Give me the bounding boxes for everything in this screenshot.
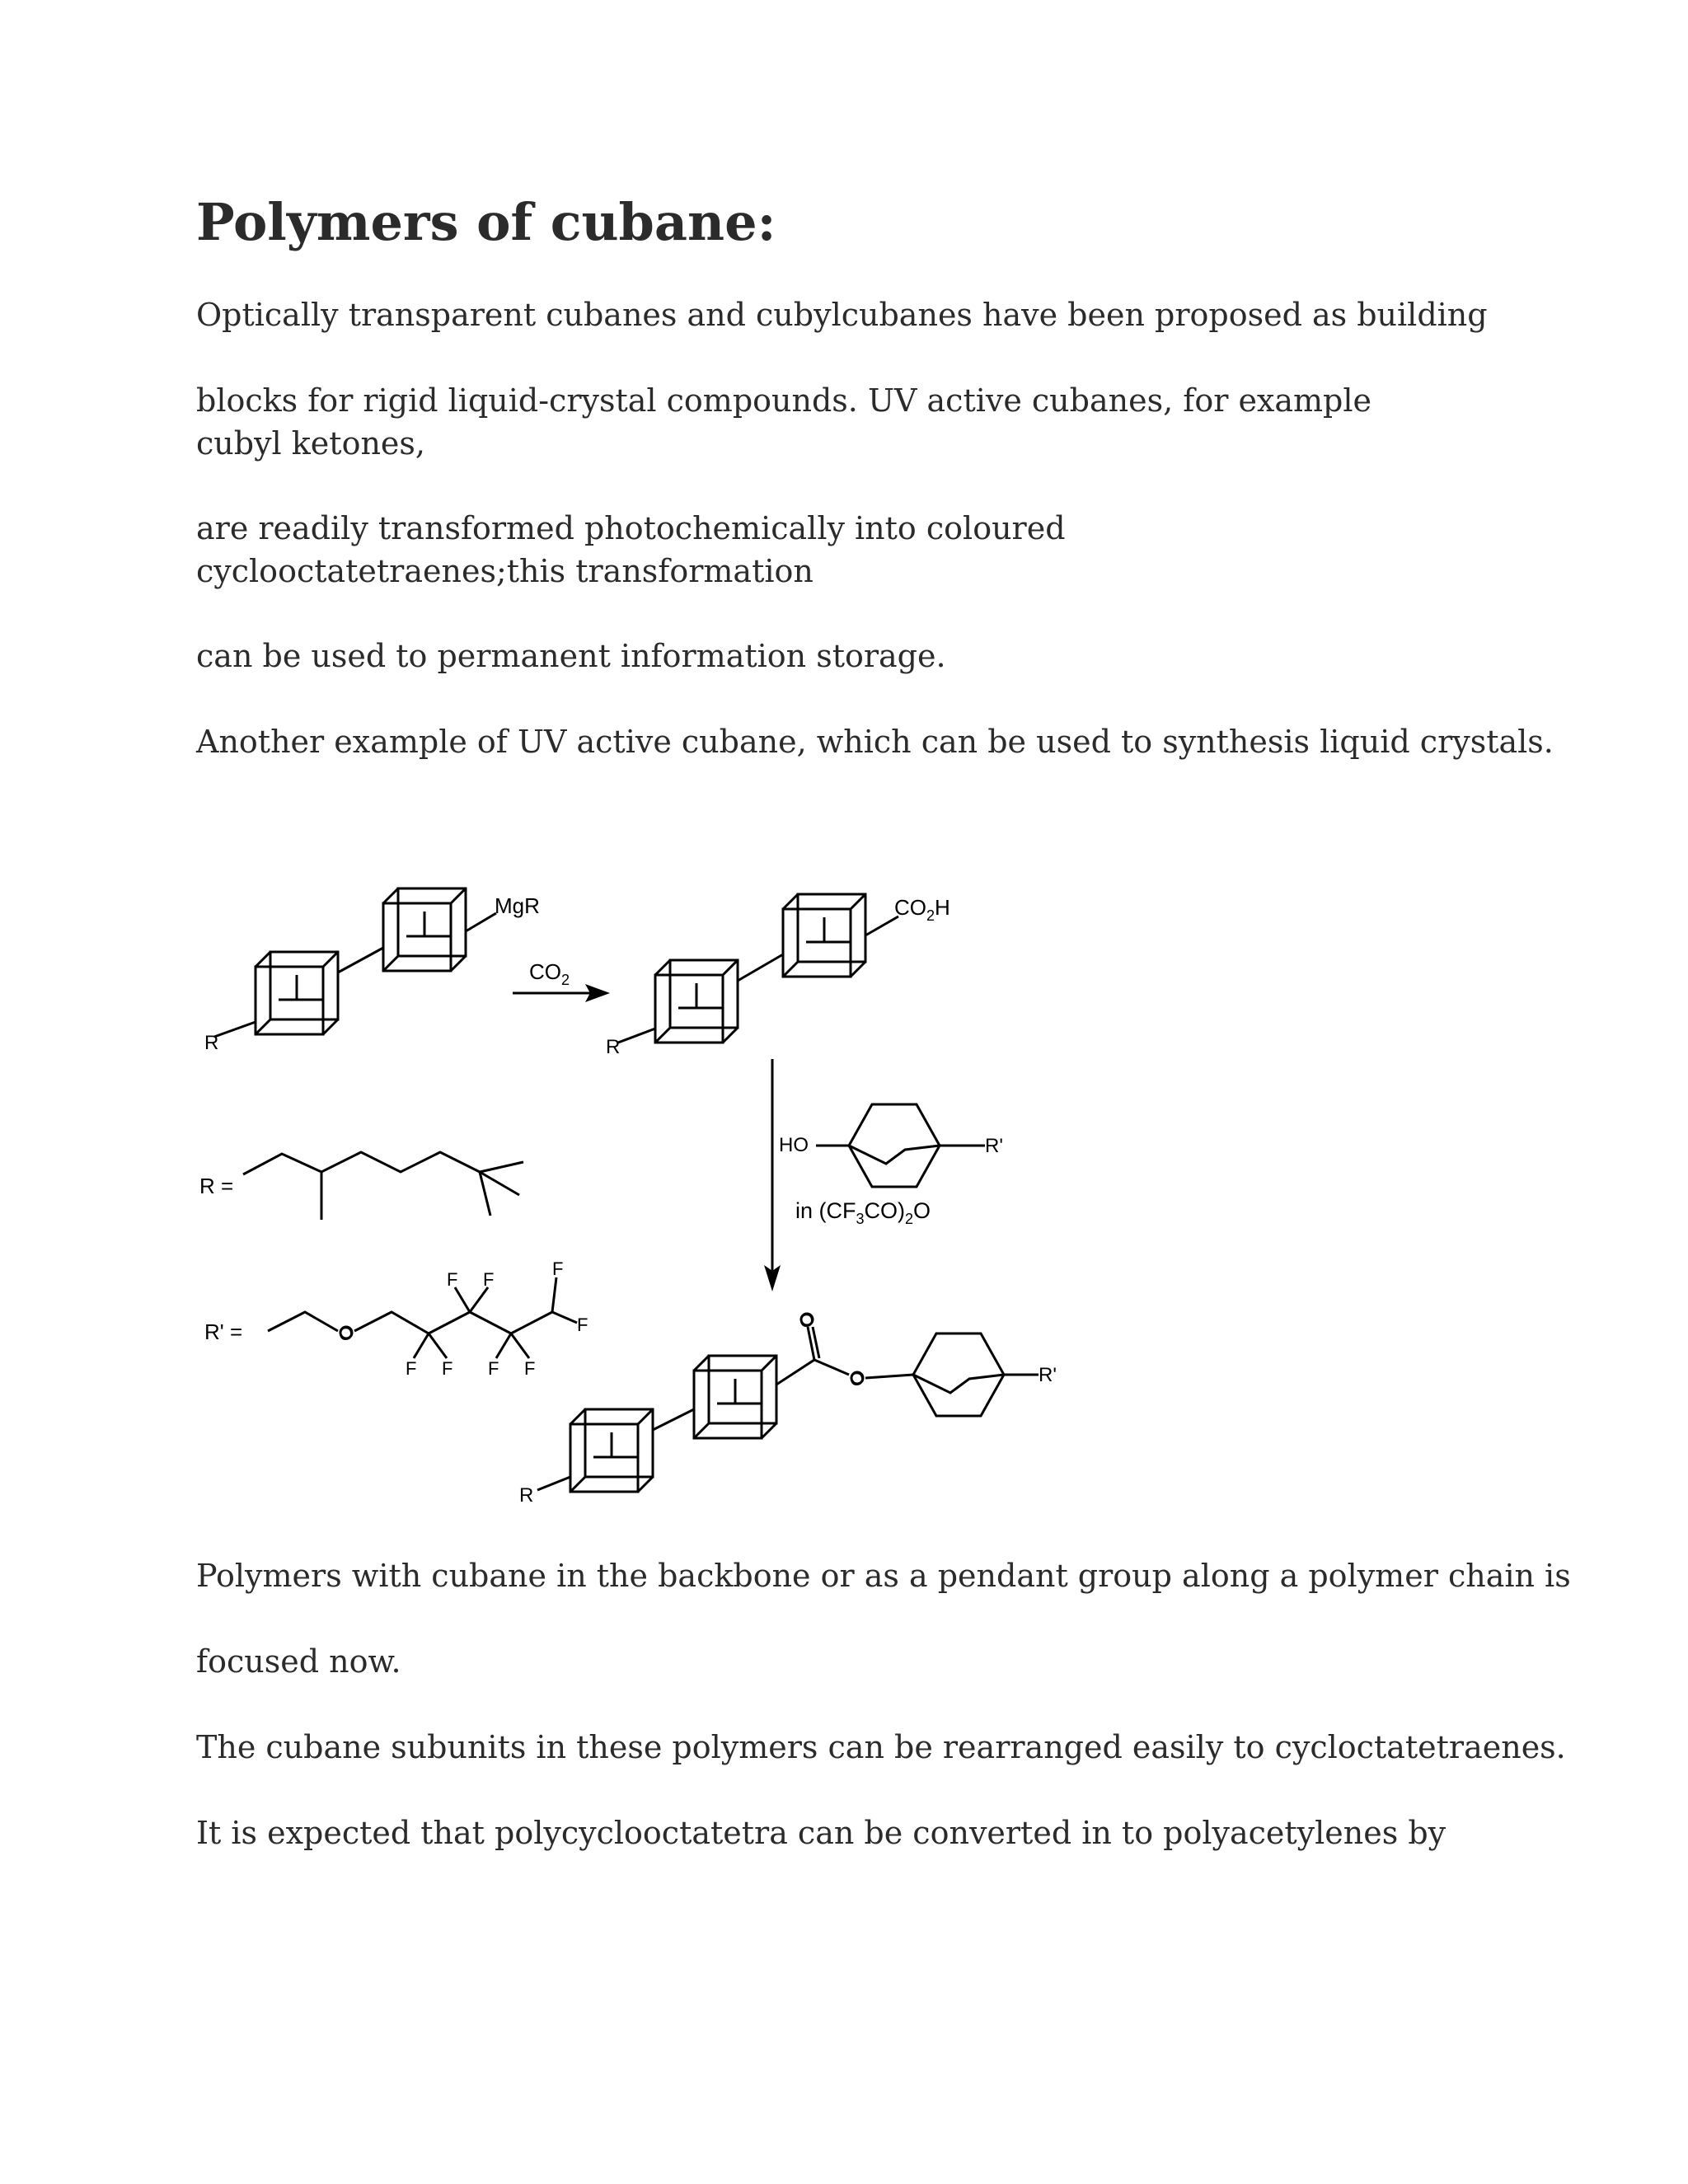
- label-o-ester: O: [850, 1369, 865, 1390]
- paragraph-9: It is expected that polycyclooctatetra can be converted in to polyacetylenes by: [196, 1815, 1447, 1851]
- label-f-7: F: [488, 1358, 499, 1379]
- cube-left-c: [570, 1409, 653, 1492]
- page-title: Polymers of cubane:: [196, 192, 776, 252]
- label-f-2: F: [483, 1269, 495, 1290]
- label-mgr: MgR: [495, 893, 540, 918]
- product-ester: [519, 1310, 1057, 1507]
- co2-arrow: [513, 959, 610, 1002]
- cube-right-b: [783, 894, 865, 977]
- label-rp-product: R': [1039, 1364, 1057, 1386]
- label-ho: HO: [779, 1134, 809, 1156]
- label-f-6: F: [442, 1358, 453, 1379]
- cubylcubane-acid: [606, 894, 950, 1058]
- bicyclooctane-reagent: [849, 1104, 940, 1187]
- cube-left-a: [256, 952, 338, 1034]
- label-f-1: F: [447, 1269, 458, 1290]
- label-f-4: F: [577, 1315, 588, 1335]
- cubylcubane-mgr: [204, 888, 540, 1054]
- bicyclooctane-product: [913, 1333, 1004, 1416]
- paragraph-2: blocks for rigid liquid-crystal compounds. UV active cubanes, for example cubyl ketones,: [196, 382, 1372, 462]
- paragraph-6: Polymers with cubane in the backbone or as a pendant group along a polymer chain is: [196, 1558, 1571, 1594]
- rprime-group-definition: [204, 1258, 588, 1379]
- label-rprime-equals: R' =: [204, 1319, 243, 1344]
- paragraph-1: Optically transparent cubanes and cubylcubanes have been proposed as building: [196, 297, 1488, 333]
- label-o-carbonyl: O: [799, 1310, 814, 1331]
- label-r-equals: R =: [199, 1174, 234, 1198]
- paragraph-4: can be used to permanent information storage.: [196, 638, 946, 674]
- cube-left-b: [655, 960, 738, 1043]
- esterification-arrow: [764, 1059, 781, 1291]
- r-group-definition: [199, 1152, 523, 1220]
- label-r-2: R: [606, 1036, 621, 1058]
- label-rp-reagent: R': [985, 1135, 1003, 1157]
- label-f-3: F: [552, 1258, 564, 1279]
- label-co2h: $CO_2H$: [894, 895, 950, 924]
- label-co2: $CO_2$: [529, 959, 570, 988]
- reagent-alcohol: [779, 1104, 1003, 1227]
- label-r-1: R: [204, 1032, 219, 1054]
- reaction-scheme-diagram: [190, 882, 1195, 1525]
- cube-right-c: [694, 1356, 776, 1438]
- label-r-3: R: [519, 1484, 534, 1507]
- cube-right-a: [383, 888, 466, 971]
- label-f-5: F: [406, 1358, 417, 1379]
- paragraph-5: Another example of UV active cubane, which can be used to synthesis liquid crystals.: [196, 724, 1554, 760]
- paragraph-7: focused now.: [196, 1643, 401, 1680]
- label-f-8: F: [524, 1358, 536, 1379]
- paragraph-3: are readily transformed photochemically into coloured cyclooctatetraenes;this transformation: [196, 510, 1066, 589]
- label-o-ether: O: [339, 1324, 354, 1344]
- label-conditions: in $(CF_3CO)_2O$: [795, 1198, 931, 1227]
- paragraph-8: The cubane subunits in these polymers can be rearranged easily to cycloctatetraenes.: [196, 1729, 1566, 1765]
